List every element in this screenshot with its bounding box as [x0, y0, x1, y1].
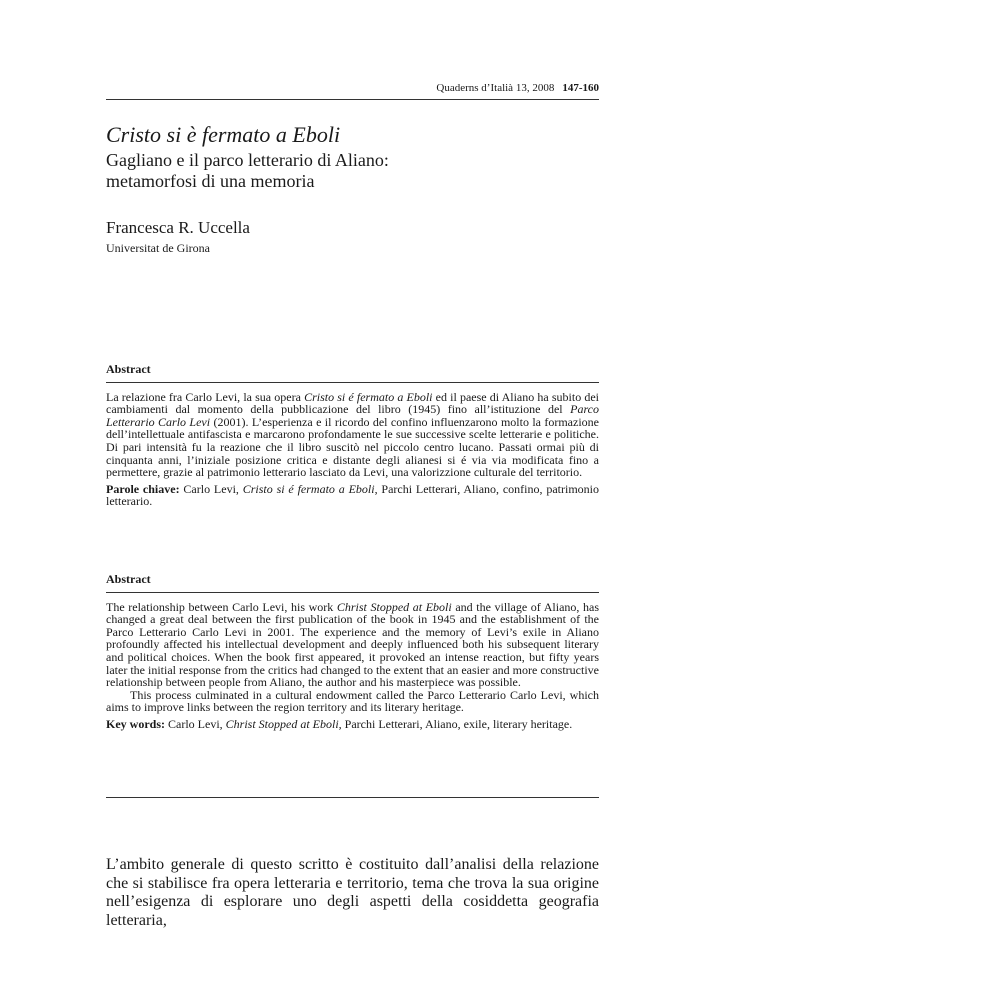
subtitle-line-2: metamorfosi di una memoria	[106, 171, 315, 191]
article-title: Cristo si è fermato a Eboli	[106, 122, 341, 147]
abstract-rule	[106, 592, 599, 593]
abstract-heading: Abstract	[106, 362, 151, 376]
body-paragraph: L’ambito generale di questo scritto è costituito dall’analisi della relazione che si stabilisce fra opera letteraria e territorio, tema che trova la sua origine nell’esigenza di esplorare uno degli aspetti della cosiddetta geografia letteraria,	[106, 856, 599, 929]
abstract-rule	[106, 382, 599, 383]
abstract-english	[106, 573, 599, 731]
abstract-text: La relazione fra Carlo Levi, la sua opera Cristo si é fermato a Eboli ed il paese di Aliano ha subito dei cambiamenti dal momento della pubblicazione del libro (1945) fino all’istituzione del Parco Letterario Carlo Levi (2001). L’esperienza e il ricordo del confino influenzarono molto la formazione dell’intellettuale antifascista e marcarono profondamente le sue successive scelte letterarie e politiche. Di pari intensità fu la reazione che il libro suscitò nel piccolo centro lucano. Passati ormai più di cinquanta anni, l’iniziale posizione critica e distante degli alianesi si é via via modificata fino a permettere, grazie al patrimonio letterario lasciato da Levi, una valorizzione culturale del territorio.	[106, 389, 599, 480]
abstract-text-2: This process culminated in a cultural endowment called the Parco Letterario Carlo Levi, which aims to improve links between the region territory and its literary heritage.	[106, 687, 599, 715]
abstract-end-rule	[106, 797, 599, 798]
keywords: Key words: Carlo Levi, Christ Stopped at Eboli, Parchi Letterari, Aliano, exile, literary heritage.	[106, 716, 573, 731]
article-subtitle	[106, 150, 389, 192]
subtitle-line-1: Gagliano e il parco letterario di Aliano:	[106, 150, 389, 170]
journal-citation: Quaderns d’Italià 13, 2008	[436, 82, 555, 94]
abstract-italian	[106, 363, 599, 508]
keywords: Parole chiave: Carlo Levi, Cristo si é fermato a Eboli, Parchi Letterari, Aliano, confino, patrimonio letterario.	[106, 481, 600, 509]
author-affiliation: Universitat de Girona	[106, 241, 210, 255]
abstract-heading: Abstract	[106, 572, 151, 586]
page-range: 147-160	[562, 82, 599, 94]
author-name: Francesca R. Uccella	[106, 218, 250, 237]
header-rule	[106, 99, 599, 100]
abstract-text: The relationship between Carlo Levi, his work Christ Stopped at Eboli and the village of Aliano, has changed a great deal between the first publication of the book in 1945 and the establishment of the Parco Letterario Carlo Levi in 2001. The experience and the memory of Levi’s exile in Aliano profoundly affected his intellectual development and deeply influenced both his subsequent literary and political choices. When the book first appeared, it provoked an intense reaction, but fifty years later the initial response from the critics had changed to the extent that an easier and more constructive relationship between people from Aliano, the author and his masterpiece was possible.	[106, 599, 599, 690]
running-header	[436, 82, 599, 94]
